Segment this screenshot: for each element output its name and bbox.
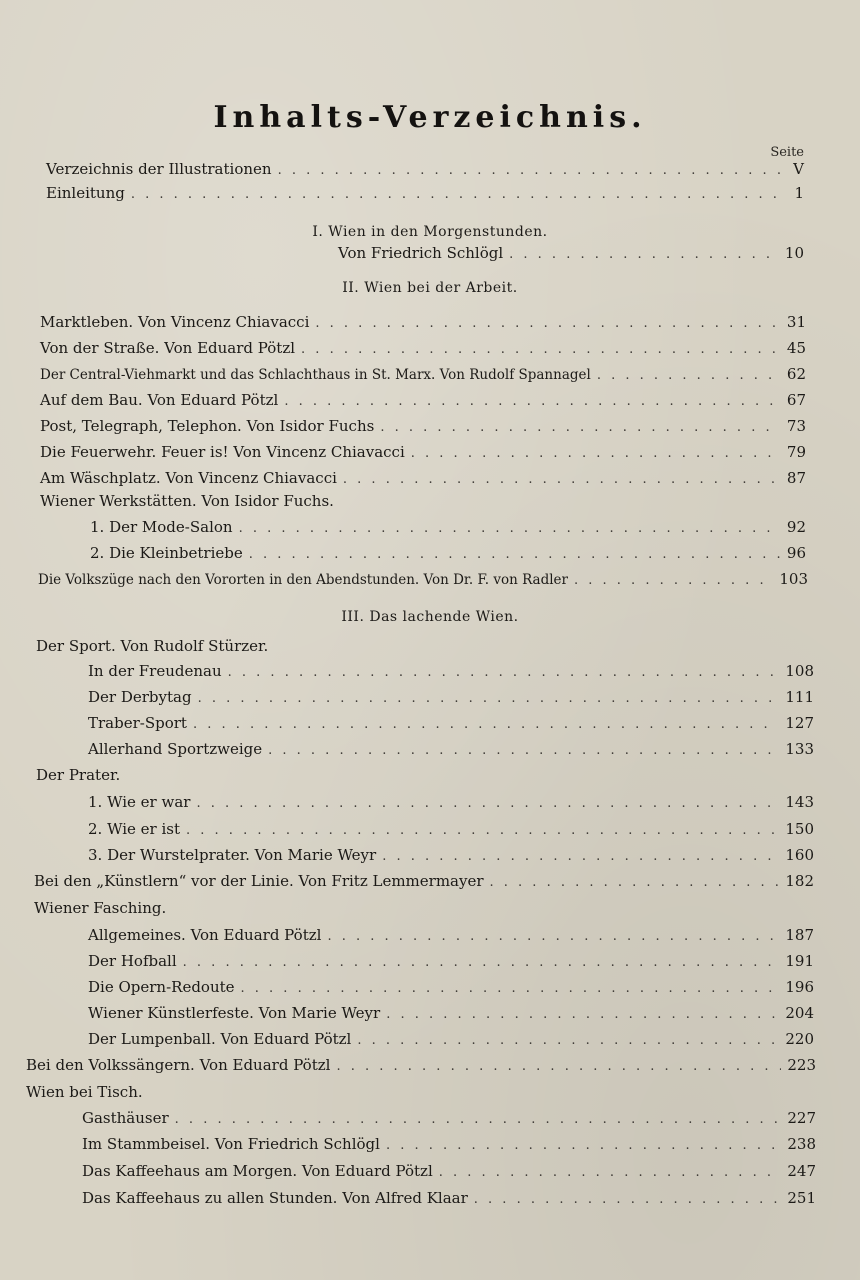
leader-dots [380, 420, 781, 435]
leader-dots [474, 1192, 782, 1207]
entry-page: 73 [786, 417, 806, 435]
entry-title: 1. Der Mode-Salon [90, 518, 233, 536]
leader-dots [249, 547, 781, 562]
toc-entry [88, 662, 814, 684]
entry-title: Das Kaffeehaus am Morgen. Von Eduard Pötzl [82, 1162, 433, 1180]
entry-page: 103 [779, 570, 808, 588]
toc-entry [88, 740, 814, 762]
leader-dots [183, 955, 780, 970]
entry-title: Der Derbytag [88, 688, 192, 706]
entry-page: 10 [784, 244, 804, 262]
entry-page: 62 [786, 365, 806, 383]
toc-entry [34, 872, 814, 894]
toc-entry [82, 1109, 816, 1131]
toc-entry [88, 846, 814, 868]
entry-page: 196 [785, 978, 814, 996]
entry-title: Wien bei Tisch. [26, 1083, 143, 1101]
leader-dots [228, 665, 780, 680]
leader-dots [336, 1059, 781, 1074]
toc-entry [82, 1162, 816, 1184]
toc-entry [46, 184, 804, 206]
toc-entry [40, 391, 806, 413]
leader-dots [278, 163, 788, 178]
entry-page: 67 [786, 391, 806, 409]
entry-title: Wiener Fasching. [34, 899, 167, 917]
leader-dots [193, 717, 779, 732]
toc-entry [88, 1030, 814, 1052]
entry-title: Der Prater. [36, 766, 121, 784]
entry-title: Der Central-Viehmarkt und das Schlachthaus in St. Marx. Von Rudolf Spannagel [40, 367, 591, 383]
toc-entry [40, 339, 806, 361]
leader-dots [315, 316, 781, 331]
toc-entry [40, 469, 806, 491]
leader-dots [597, 368, 781, 383]
leader-dots [196, 796, 779, 811]
entry-title: 2. Wie er ist [88, 820, 181, 838]
toc-entry [88, 688, 814, 710]
toc-group-heading [40, 492, 806, 514]
leader-dots [574, 573, 773, 588]
entry-page: 247 [787, 1162, 816, 1180]
entry-title: Auf dem Bau. Von Eduard Pötzl [40, 391, 279, 409]
leader-dots [301, 342, 781, 357]
entry-title: 3. Der Wurstelprater. Von Marie Weyr [88, 846, 377, 864]
leader-dots [386, 1138, 781, 1153]
toc-entry [26, 1056, 816, 1078]
entry-title: Verzeichnis der Illustrationen [46, 160, 272, 178]
entry-title: Post, Telegraph, Telephon. Von Isidor Fuchs [40, 417, 375, 435]
toc-entry [38, 570, 808, 592]
entry-title: Die Opern-Redoute [88, 978, 235, 996]
entry-page: V [793, 160, 804, 178]
toc-entry [40, 443, 806, 465]
section-heading: III. Das lachende Wien. [341, 609, 519, 625]
toc-entry [90, 518, 806, 540]
leader-dots [268, 743, 779, 758]
leader-dots [490, 875, 780, 890]
leader-dots [439, 1165, 782, 1180]
toc-group-heading [26, 1083, 816, 1105]
entry-page: 111 [785, 688, 814, 706]
toc-entry [82, 1135, 816, 1157]
leader-dots [382, 849, 779, 864]
entry-page: 251 [787, 1189, 816, 1207]
toc-entry [88, 714, 814, 736]
leader-dots [284, 394, 781, 409]
leader-dots [131, 187, 789, 202]
entry-title: Die Volkszüge nach den Vororten in den Abendstunden. Von Dr. F. von Radler [38, 572, 568, 588]
entry-title: Von der Straße. Von Eduard Pötzl [40, 339, 296, 357]
leader-dots [198, 691, 780, 706]
entry-page: 187 [785, 926, 814, 944]
entry-title: Wiener Werkstätten. Von Isidor Fuchs. [40, 492, 334, 510]
entry-title: Das Kaffeehaus zu allen Stunden. Von Alfred Klaar [82, 1189, 468, 1207]
entry-title: Allgemeines. Von Eduard Pötzl [88, 926, 322, 944]
toc-entry [90, 544, 806, 566]
entry-title: 2. Die Kleinbetriebe [90, 544, 243, 562]
leader-dots [411, 446, 781, 461]
entry-title: Wiener Künstlerfeste. Von Marie Weyr [88, 1004, 381, 1022]
entry-page: 204 [785, 1004, 814, 1022]
entry-page: 133 [785, 740, 814, 758]
entry-page: 227 [787, 1109, 816, 1127]
entry-page: 87 [786, 469, 806, 487]
leader-dots [241, 981, 780, 996]
entry-title: Einleitung [46, 184, 125, 202]
leader-dots [386, 1007, 779, 1022]
entry-title: Der Hofball [88, 952, 177, 970]
toc-entry [88, 793, 814, 815]
section-heading: II. Wien bei der Arbeit. [342, 280, 518, 296]
entry-page: 79 [786, 443, 806, 461]
page-title: Inhalts-Verzeichnis. [213, 100, 647, 135]
entry-page: 220 [785, 1030, 814, 1048]
entry-title: Der Lumpenball. Von Eduard Pötzl [88, 1030, 352, 1048]
entry-title: Am Wäschplatz. Von Vincenz Chiavacci [40, 469, 337, 487]
toc-entry [40, 417, 806, 439]
entry-title: Marktleben. Von Vincenz Chiavacci [40, 313, 310, 331]
entry-page: 96 [786, 544, 806, 562]
toc-entry [88, 926, 814, 948]
entry-title: Traber-Sport [88, 714, 187, 732]
entry-page: 45 [786, 339, 806, 357]
leader-dots [175, 1112, 782, 1127]
entry-title: Gasthäuser [82, 1109, 169, 1127]
toc-entry [40, 313, 806, 335]
entry-page: 1 [794, 184, 804, 202]
toc-entry [88, 952, 814, 974]
entry-page: 160 [785, 846, 814, 864]
entry-page: 92 [786, 518, 806, 536]
entry-page: 182 [785, 872, 814, 890]
entry-page: 150 [785, 820, 814, 838]
entry-page: 31 [786, 313, 806, 331]
toc-group-heading [36, 766, 814, 788]
section-heading: I. Wien in den Morgenstunden. [312, 224, 548, 240]
entry-title: Von Friedrich Schlögl [338, 244, 504, 262]
entry-title: In der Freudenau [88, 662, 222, 680]
toc-entry [46, 160, 804, 182]
entry-title: Die Feuerwehr. Feuer is! Von Vincenz Chiavacci [40, 443, 405, 461]
leader-dots [509, 247, 779, 262]
entry-page: 223 [787, 1056, 816, 1074]
entry-title: Der Sport. Von Rudolf Stürzer. [36, 637, 269, 655]
entry-title: Allerhand Sportzweige [88, 740, 263, 758]
toc-group-heading [34, 899, 814, 921]
entry-page: 238 [787, 1135, 816, 1153]
toc-entry [88, 1004, 814, 1026]
entry-page: 191 [785, 952, 814, 970]
entry-title: Bei den Volkssängern. Von Eduard Pötzl [26, 1056, 331, 1074]
toc-entry [88, 820, 814, 842]
seite-label: Seite [770, 145, 804, 160]
toc-group-heading [36, 637, 814, 659]
leader-dots [357, 1033, 779, 1048]
leader-dots [327, 929, 779, 944]
entry-title: Im Stammbeisel. Von Friedrich Schlögl [82, 1135, 380, 1153]
leader-dots [239, 521, 781, 536]
toc-entry [82, 1189, 816, 1211]
toc-entry [88, 978, 814, 1000]
entry-title: Bei den „Künstlern“ vor der Linie. Von Fritz Lemmermayer [34, 872, 484, 890]
toc-entry [40, 365, 806, 387]
entry-page: 127 [785, 714, 814, 732]
leader-dots [343, 472, 781, 487]
leader-dots [186, 823, 779, 838]
toc-entry [338, 244, 804, 266]
entry-page: 108 [785, 662, 814, 680]
entry-title: 1. Wie er war [88, 793, 191, 811]
entry-page: 143 [785, 793, 814, 811]
